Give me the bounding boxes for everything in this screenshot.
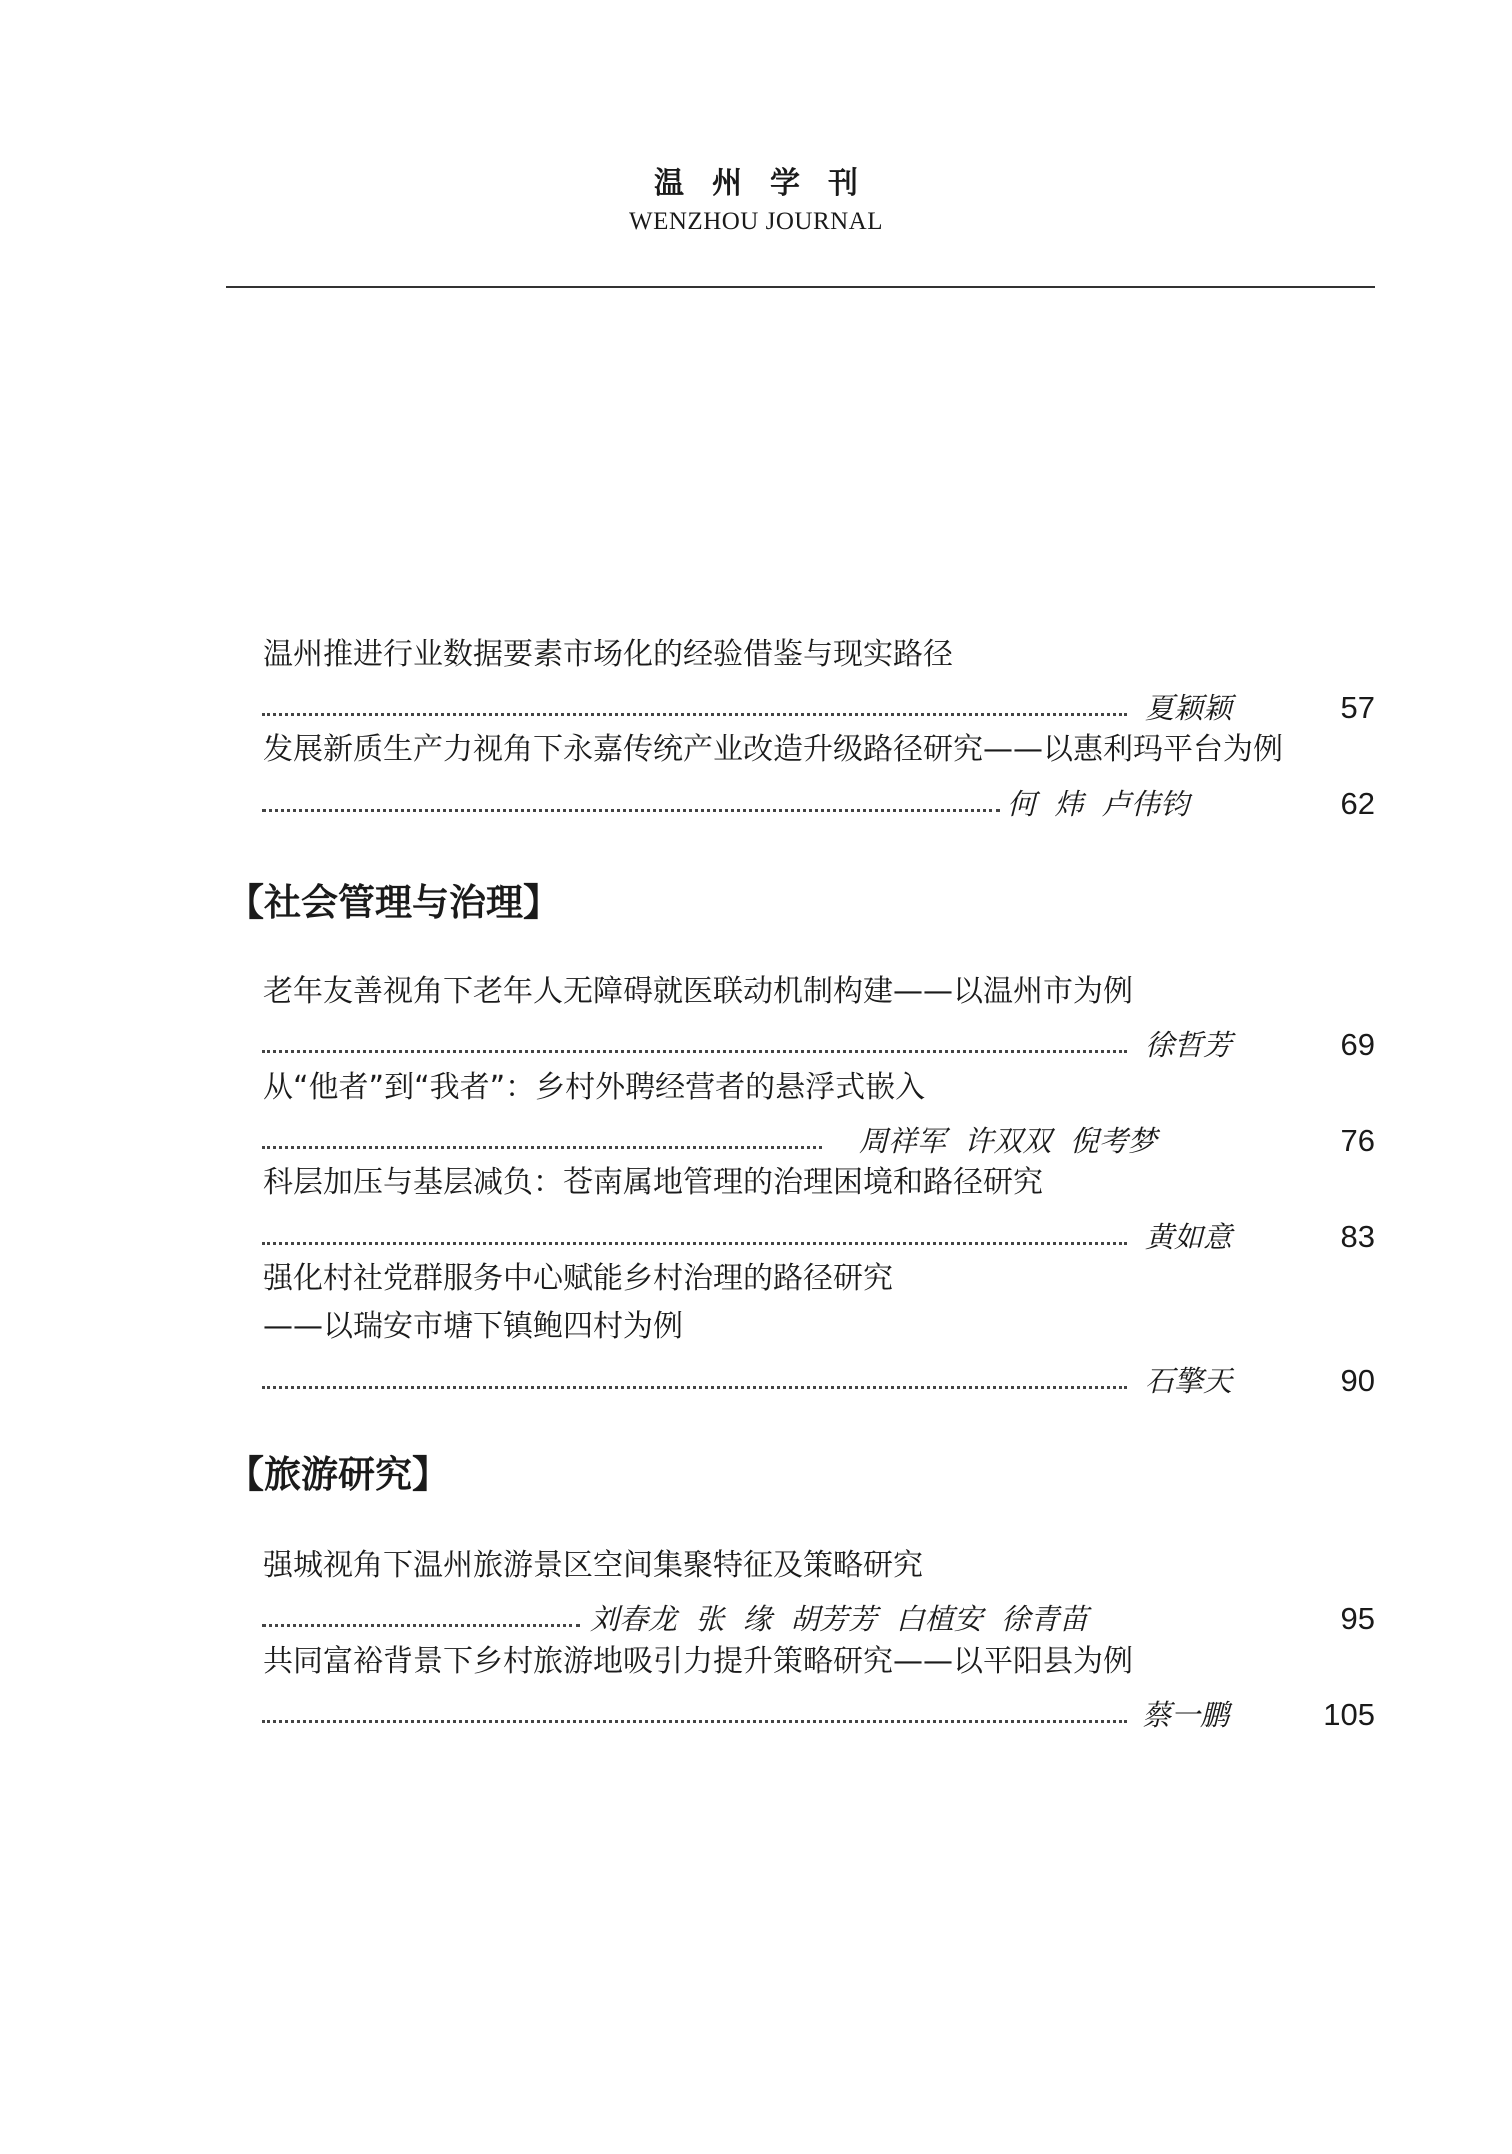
toc-entry-page[interactable]: 90 (1340, 1363, 1375, 1398)
toc-entry-title[interactable]: 科层加压与基层减负：苍南属地管理的治理困境和路径研究 (263, 1165, 1043, 1200)
journal-title-cn: 温州学刊 (654, 166, 886, 201)
leader-dots (262, 713, 1127, 716)
toc-entry-byline (262, 1217, 1375, 1257)
toc-entry-page[interactable]: 69 (1340, 1027, 1375, 1062)
toc-entry-byline (262, 1025, 1375, 1065)
leader-dots (262, 1146, 822, 1149)
toc-entry-authors: 周祥军 许双双 倪考梦 (859, 1124, 1157, 1158)
toc-entry-byline (262, 1599, 1375, 1639)
toc-entry-authors: 刘春龙 张 缘 胡芳芳 白植安 徐青苗 (590, 1602, 1089, 1636)
toc-entry-title[interactable]: 老年友善视角下老年人无障碍就医联动机制构建——以温州市为例 (263, 974, 1133, 1009)
toc-entry-authors: 黄如意 (1145, 1220, 1233, 1254)
toc-entry-authors: 石擎天 (1145, 1364, 1233, 1398)
leader-dots (262, 1050, 1127, 1053)
toc-entry-authors: 徐哲芳 (1145, 1028, 1233, 1062)
toc-entry-authors: 何 炜 卢伟钧 (1007, 787, 1189, 821)
toc-entry-title[interactable]: 共同富裕背景下乡村旅游地吸引力提升策略研究——以平阳县为例 (263, 1644, 1133, 1679)
toc-entry-title-line2[interactable]: ——以瑞安市塘下镇鲍四村为例 (263, 1309, 683, 1344)
toc-entry-authors: 夏颖颖 (1145, 691, 1233, 725)
leader-dots (262, 1624, 580, 1627)
leader-dots (262, 1386, 1127, 1389)
journal-title-en: WENZHOU JOURNAL (629, 208, 883, 235)
toc-entry-title[interactable]: 发展新质生产力视角下永嘉传统产业改造升级路径研究——以惠利玛平台为例 (263, 732, 1283, 767)
toc-entry-page[interactable]: 76 (1340, 1123, 1375, 1158)
section-heading-social-governance: 【社会管理与治理】 (227, 881, 560, 924)
section-heading-tourism: 【旅游研究】 (227, 1453, 449, 1496)
toc-entry-byline (262, 688, 1375, 728)
toc-entry-title[interactable]: 温州推进行业数据要素市场化的经验借鉴与现实路径 (263, 637, 953, 672)
toc-entry-page[interactable]: 62 (1340, 786, 1375, 821)
toc-entry-byline (262, 784, 1375, 824)
toc-entry-page[interactable]: 105 (1323, 1697, 1375, 1732)
toc-entry-title[interactable]: 从“他者”到“我者”：乡村外聘经营者的悬浮式嵌入 (263, 1070, 926, 1105)
leader-dots (262, 1242, 1127, 1245)
toc-entry-title[interactable]: 强城视角下温州旅游景区空间集聚特征及策略研究 (263, 1548, 923, 1583)
toc-entry-byline (262, 1121, 1375, 1161)
toc-entry-byline (262, 1361, 1375, 1401)
leader-dots (262, 809, 1000, 812)
toc-entry-byline (262, 1695, 1375, 1735)
toc-entry-page[interactable]: 83 (1340, 1219, 1375, 1254)
toc-entry-title[interactable]: 强化村社党群服务中心赋能乡村治理的路径研究 (263, 1261, 893, 1296)
toc-entry-authors: 蔡一鹏 (1142, 1698, 1230, 1732)
leader-dots (262, 1720, 1127, 1723)
toc-entry-page[interactable]: 57 (1340, 690, 1375, 725)
toc-entry-page[interactable]: 95 (1340, 1601, 1375, 1636)
